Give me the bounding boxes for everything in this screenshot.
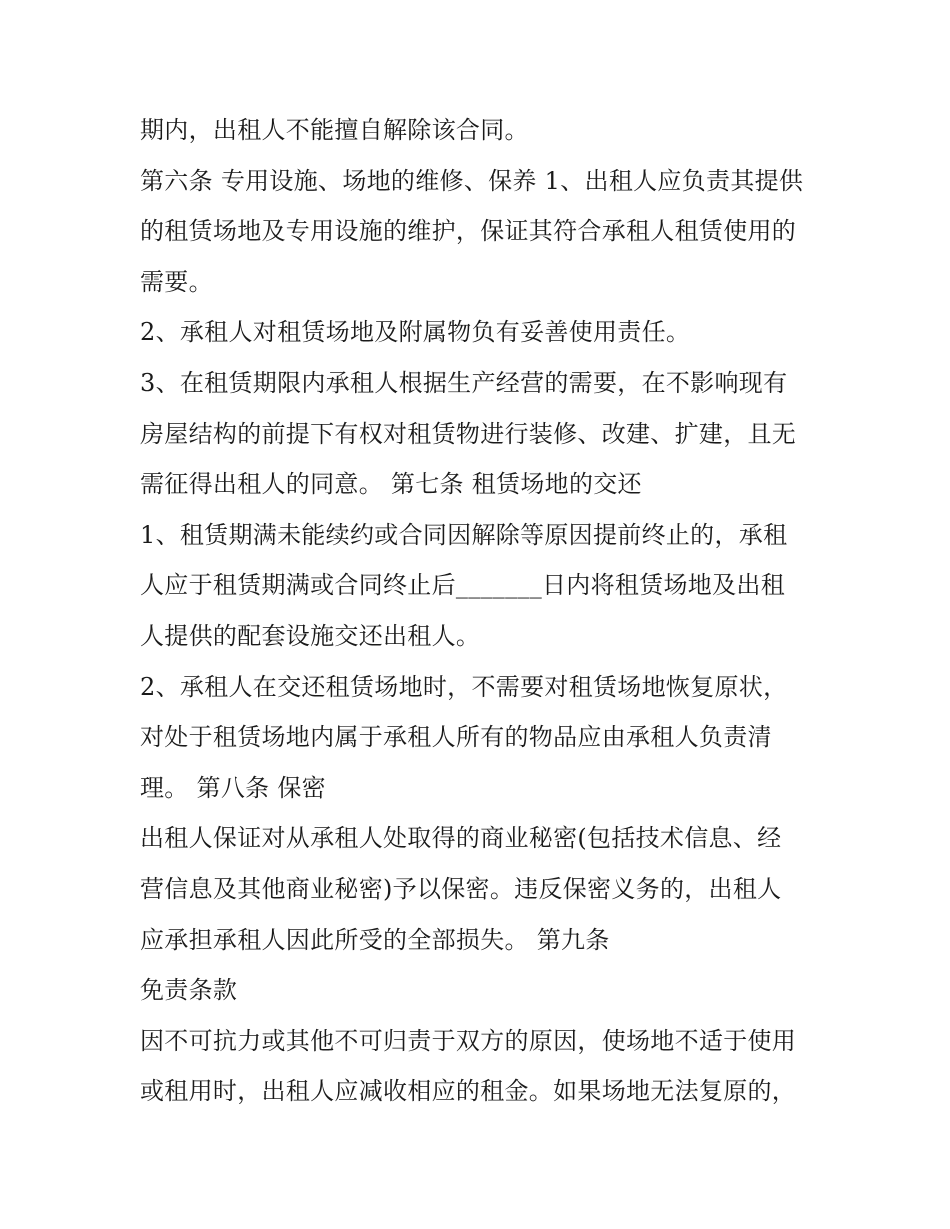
text-line: 因不可抗力或其他不可归责于双方的原因，使场地不适于使用 (140, 1027, 797, 1055)
text-line: 期内，出租人不能擅自解除该合同。 (140, 116, 529, 144)
text-line: 第六条 专用设施、场地的维修、保养 1、出租人应负责其提供 (140, 167, 804, 195)
text-line: 3、在租赁期限内承租人根据生产经营的需要，在不影响现有 (140, 369, 788, 397)
text-line: 的租赁场地及专用设施的维护，保证其符合承租人租赁使用的 (140, 217, 797, 245)
text-line: 营信息及其他商业秘密)予以保密。违反保密义务的，出租人 (140, 875, 782, 903)
text-line: 理。 第八条 保密 (140, 774, 326, 802)
text-line: 房屋结构的前提下有权对租赁物进行装修、改建、扩建，且无 (140, 420, 797, 448)
text-line: 2、承租人对租赁场地及附属物负有妥善使用责任。 (140, 318, 691, 346)
text-line: 人应于租赁期满或合同终止后_______日内将租赁场地及出租 (140, 571, 785, 599)
text-line: 应承担承租人因此所受的全部损失。 第九条 (140, 926, 610, 954)
text-line: 或租用时，出租人应减收相应的租金。如果场地无法复原的， (140, 1077, 797, 1105)
text-line: 免责条款 (140, 976, 238, 1004)
text-line: 1、租赁期满未能续约或合同因解除等原因提前终止的，承租 (140, 521, 788, 549)
text-line: 需要。 (140, 268, 213, 296)
text-line: 2、承租人在交还租赁场地时，不需要对租赁场地恢复原状， (140, 673, 788, 701)
text-line: 需征得出租人的同意。 第七条 租赁场地的交还 (140, 470, 642, 498)
text-line: 对处于租赁场地内属于承租人所有的物品应由承租人负责清 (140, 723, 772, 751)
text-line: 出租人保证对从承租人处取得的商业秘密(包括技术信息、经 (140, 824, 782, 852)
text-line: 人提供的配套设施交还出租人。 (140, 622, 481, 650)
